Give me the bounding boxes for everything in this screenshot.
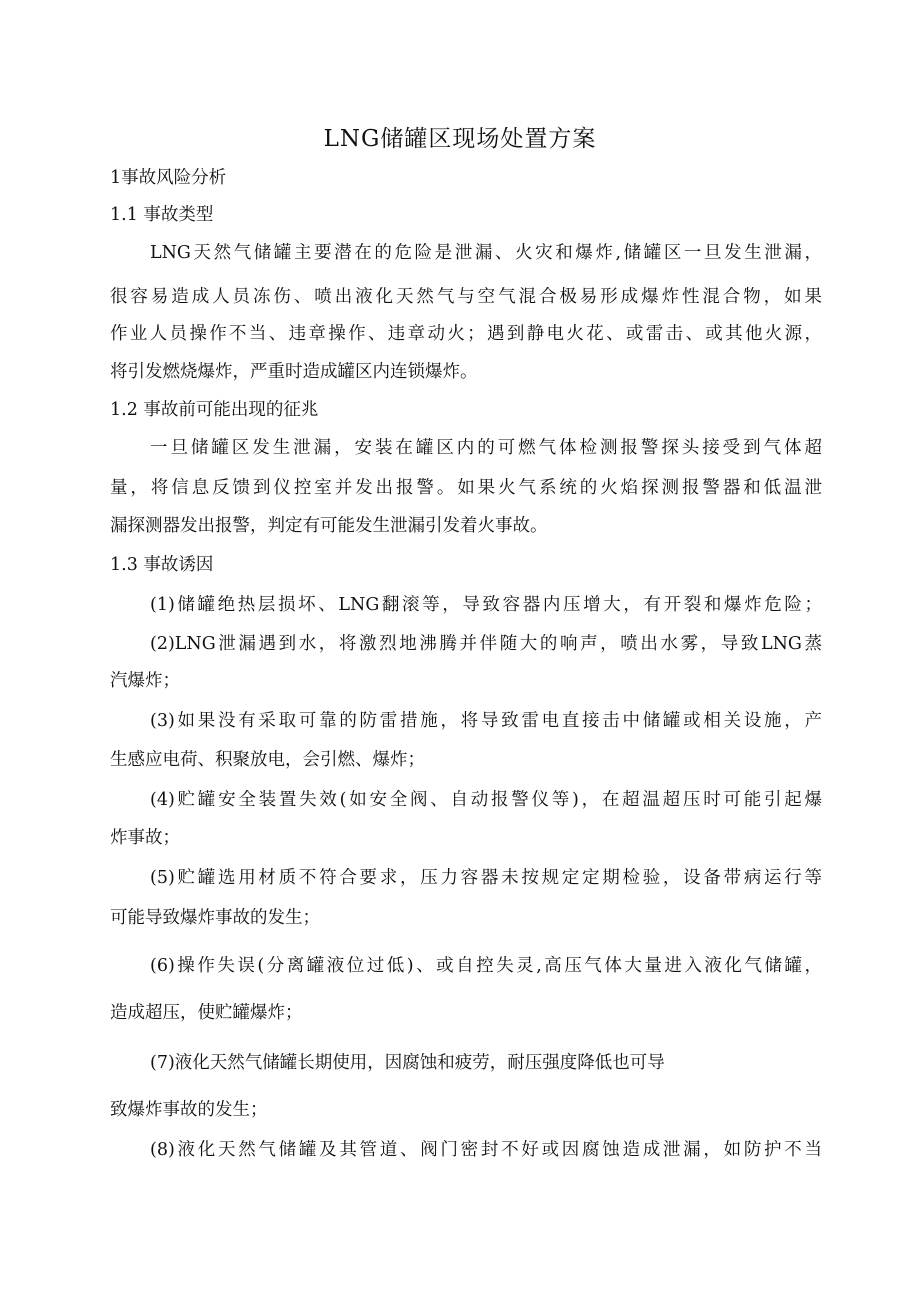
paragraph-line: LNG天然气储罐主要潜在的危险是泄漏、火灾和爆炸,储罐区一旦发生泄漏，: [150, 243, 822, 263]
list-item-continuation: 致爆炸事故的发生；: [110, 1100, 268, 1120]
list-item-continuation: 生感应电荷、积聚放电，会引燃、爆炸；: [110, 750, 425, 770]
list-item-continuation: 造成超压，使贮罐爆炸；: [110, 1003, 303, 1023]
paragraph-line: 很容易造成人员冻伤、喷出液化天然气与空气混合极易形成爆炸性混合物，如果: [110, 287, 822, 307]
paragraph-line: 作业人员操作不当、违章操作、违章动火；遇到静电火花、或雷击、或其他火源，: [110, 324, 822, 344]
subsection-heading-1-3: 1.3 事故诱因: [110, 555, 214, 575]
list-item-continuation: 炸事故；: [110, 828, 180, 848]
list-item: (1)储罐绝热层损坏、LNG翻滚等，导致容器内压增大，有开裂和爆炸危险；: [150, 595, 822, 615]
list-item-continuation: 可能导致爆炸事故的发生；: [110, 908, 320, 928]
paragraph-line: 一旦储罐区发生泄漏，安装在罐区内的可燃气体检测报警探头接受到气体超: [150, 438, 822, 458]
subsection-heading-1-2: 1.2 事故前可能出现的征兆: [110, 400, 319, 420]
subsection-heading-1-1: 1.1 事故类型: [110, 205, 214, 225]
paragraph-line: 漏探测器发出报警，判定有可能发生泄漏引发着火事故。: [110, 516, 548, 536]
list-item: (3)如果没有采取可靠的防雷措施，将导致雷电直接击中储罐或相关设施，产: [150, 711, 822, 731]
list-item: (7)液化天然气储罐长期使用，因腐蚀和疲劳，耐压强度降低也可导: [150, 1053, 665, 1073]
list-item: (2)LNG泄漏遇到水，将激烈地沸腾并伴随大的响声，喷出水雾，导致LNG蒸: [150, 634, 822, 654]
paragraph-line: 将引发燃烧爆炸，严重时造成罐区内连锁爆炸。: [110, 362, 478, 382]
document-title: LNG储罐区现场处置方案: [323, 126, 597, 152]
list-item-continuation: 汽爆炸；: [110, 671, 180, 691]
list-item: (4)贮罐安全装置失效(如安全阀、自动报警仪等)，在超温超压时可能引起爆: [150, 790, 822, 810]
list-item: (5)贮罐选用材质不符合要求，压力容器未按规定定期检验，设备带病运行等: [150, 868, 822, 888]
list-item: (6)操作失误(分离罐液位过低)、或自控失灵,高压气体大量进入液化气储罐，: [150, 956, 822, 976]
section-heading-1: 1事故风险分析: [110, 168, 227, 188]
paragraph-line: 量，将信息反馈到仪控室并发出报警。如果火气系统的火焰探测报警器和低温泄: [110, 478, 822, 498]
list-item: (8)液化天然气储罐及其管道、阀门密封不好或因腐蚀造成泄漏，如防护不当: [150, 1140, 822, 1160]
